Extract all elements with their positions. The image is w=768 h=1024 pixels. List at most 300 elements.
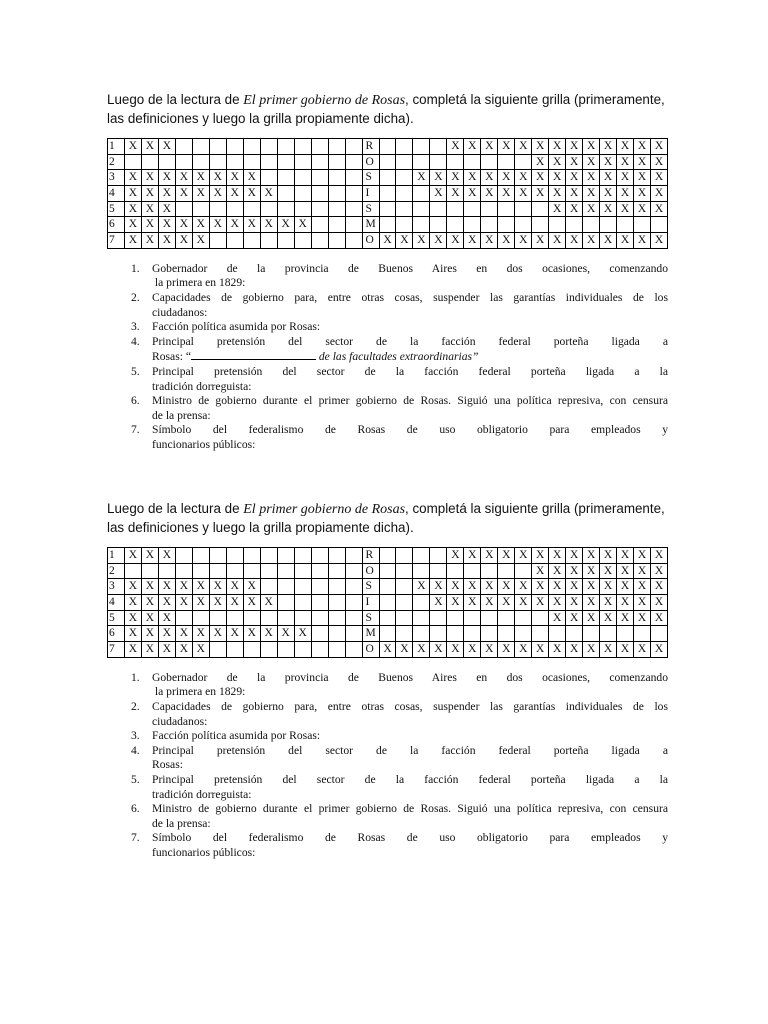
grid-cell: X bbox=[600, 139, 617, 155]
grid-cell: X bbox=[175, 170, 192, 186]
grid-cell bbox=[277, 579, 294, 595]
grid-cell: X bbox=[158, 642, 175, 658]
grid-cell bbox=[379, 170, 396, 186]
grid-cell bbox=[277, 233, 294, 249]
grid-cell: X bbox=[141, 626, 158, 642]
grid-cell bbox=[226, 642, 243, 658]
grid-cell bbox=[124, 563, 141, 579]
definition-text: Principal pretensión del sector de la facción federal porteña ligada a la bbox=[152, 364, 668, 378]
grid-cell bbox=[379, 548, 396, 564]
grid-cell bbox=[379, 217, 396, 233]
grid-cell: X bbox=[447, 139, 464, 155]
grid-cell: X bbox=[566, 595, 583, 611]
grid-cell bbox=[481, 610, 498, 626]
grid-cell: X bbox=[464, 233, 481, 249]
grid-cell bbox=[294, 154, 311, 170]
grid-cell: X bbox=[583, 563, 600, 579]
grid-cell bbox=[328, 563, 345, 579]
definition-number: 5. bbox=[131, 364, 140, 378]
key-letter-cell: O bbox=[362, 642, 379, 658]
grid-cell bbox=[566, 217, 583, 233]
grid-cell: X bbox=[617, 548, 634, 564]
grid-cell: X bbox=[498, 579, 515, 595]
grid-cell bbox=[447, 201, 464, 217]
definition-text: Ministro de gobierno durante el primer gobierno de Rosas. Siguió una política represiva, con censura bbox=[152, 394, 668, 408]
crossword-grid bbox=[107, 138, 668, 249]
definition-text-cont: tradición dorreguista: bbox=[152, 787, 252, 801]
grid-cell: X bbox=[600, 579, 617, 595]
grid-cell: X bbox=[141, 595, 158, 611]
grid-cell: X bbox=[498, 186, 515, 202]
key-letter-cell: M bbox=[362, 626, 379, 642]
grid-cell bbox=[396, 139, 413, 155]
grid-cell bbox=[532, 610, 549, 626]
grid-cell bbox=[566, 626, 583, 642]
grid-cell: X bbox=[634, 579, 651, 595]
grid-cell bbox=[413, 610, 430, 626]
grid-cell bbox=[430, 154, 447, 170]
grid-cell bbox=[294, 610, 311, 626]
grid-cell: X bbox=[141, 186, 158, 202]
grid-cell: X bbox=[634, 610, 651, 626]
grid-cell bbox=[413, 154, 430, 170]
grid-cell bbox=[515, 563, 532, 579]
grid-cell bbox=[396, 579, 413, 595]
grid-cell: X bbox=[209, 595, 226, 611]
grid-cell: X bbox=[617, 186, 634, 202]
grid-cell bbox=[413, 201, 430, 217]
grid-row bbox=[108, 548, 668, 564]
grid-cell: X bbox=[549, 139, 566, 155]
grid-cell bbox=[515, 154, 532, 170]
grid-cell: X bbox=[498, 233, 515, 249]
row-number: 7 bbox=[108, 233, 125, 249]
grid-cell bbox=[583, 626, 600, 642]
grid-row bbox=[108, 563, 668, 579]
grid-cell bbox=[464, 626, 481, 642]
grid-cell: X bbox=[549, 548, 566, 564]
grid-cell: X bbox=[481, 548, 498, 564]
grid-row bbox=[108, 170, 668, 186]
grid-cell: X bbox=[617, 579, 634, 595]
grid-cell bbox=[192, 548, 209, 564]
grid-cell bbox=[294, 642, 311, 658]
grid-cell: X bbox=[634, 595, 651, 611]
grid-cell: X bbox=[600, 548, 617, 564]
grid-cell: X bbox=[192, 595, 209, 611]
grid-cell: X bbox=[481, 186, 498, 202]
grid-cell bbox=[158, 154, 175, 170]
grid-cell bbox=[379, 186, 396, 202]
grid-cell: X bbox=[549, 233, 566, 249]
grid-cell bbox=[345, 186, 362, 202]
grid-cell bbox=[328, 154, 345, 170]
grid-cell: X bbox=[617, 642, 634, 658]
grid-cell: X bbox=[209, 217, 226, 233]
instructions-text-end: , completá la siguiente grilla (primeramente, las definiciones y luego la grilla propiamente dicha). bbox=[107, 501, 665, 535]
definition-text-cont: ciudadanos: bbox=[152, 714, 208, 728]
row-number: 2 bbox=[108, 154, 125, 170]
grid-cell bbox=[396, 595, 413, 611]
grid-cell: X bbox=[634, 154, 651, 170]
grid-cell: X bbox=[566, 233, 583, 249]
definition-item bbox=[131, 802, 668, 831]
answer-blank[interactable] bbox=[191, 349, 316, 360]
grid-cell bbox=[294, 548, 311, 564]
grid-cell: X bbox=[651, 233, 668, 249]
grid-cell: X bbox=[447, 233, 464, 249]
grid-cell bbox=[430, 626, 447, 642]
grid-cell: X bbox=[175, 642, 192, 658]
grid-cell bbox=[192, 563, 209, 579]
grid-cell bbox=[311, 642, 328, 658]
grid-cell bbox=[481, 154, 498, 170]
grid-cell bbox=[260, 154, 277, 170]
definition-item bbox=[131, 831, 668, 860]
grid-cell: X bbox=[566, 170, 583, 186]
grid-cell bbox=[192, 610, 209, 626]
grid-cell: X bbox=[396, 642, 413, 658]
grid-cell bbox=[311, 170, 328, 186]
grid-cell: X bbox=[192, 217, 209, 233]
grid-cell: X bbox=[566, 548, 583, 564]
grid-cell: X bbox=[566, 579, 583, 595]
grid-cell: X bbox=[464, 139, 481, 155]
grid-cell: X bbox=[651, 642, 668, 658]
grid-cell bbox=[226, 154, 243, 170]
grid-cell bbox=[209, 563, 226, 579]
grid-cell: X bbox=[124, 610, 141, 626]
grid-cell bbox=[209, 548, 226, 564]
grid-cell bbox=[600, 626, 617, 642]
grid-cell: X bbox=[192, 186, 209, 202]
grid-cell bbox=[209, 610, 226, 626]
grid-cell: X bbox=[515, 170, 532, 186]
grid-cell bbox=[498, 610, 515, 626]
grid-cell bbox=[175, 154, 192, 170]
grid-cell bbox=[209, 233, 226, 249]
grid-cell bbox=[481, 217, 498, 233]
grid-cell bbox=[345, 579, 362, 595]
grid-cell: X bbox=[651, 595, 668, 611]
grid-cell: X bbox=[617, 139, 634, 155]
definition-number: 5. bbox=[131, 772, 140, 786]
grid-cell: X bbox=[124, 579, 141, 595]
grid-cell bbox=[294, 139, 311, 155]
grid-cell bbox=[277, 201, 294, 217]
grid-cell bbox=[226, 548, 243, 564]
key-letter-cell: S bbox=[362, 579, 379, 595]
key-letter-cell: O bbox=[362, 154, 379, 170]
grid-row bbox=[108, 642, 668, 658]
grid-row bbox=[108, 139, 668, 155]
grid-cell: X bbox=[464, 170, 481, 186]
key-letter-cell: R bbox=[362, 139, 379, 155]
grid-cell: X bbox=[158, 139, 175, 155]
grid-cell: X bbox=[532, 642, 549, 658]
grid-cell: X bbox=[192, 233, 209, 249]
grid-cell bbox=[634, 217, 651, 233]
definition-item bbox=[131, 291, 668, 320]
grid-cell bbox=[379, 563, 396, 579]
grid-cell: X bbox=[634, 186, 651, 202]
grid-cell: X bbox=[549, 201, 566, 217]
grid-cell: X bbox=[260, 595, 277, 611]
grid-cell: X bbox=[464, 548, 481, 564]
grid-cell bbox=[651, 217, 668, 233]
grid-cell bbox=[294, 233, 311, 249]
grid-cell bbox=[498, 201, 515, 217]
grid-cell bbox=[498, 217, 515, 233]
grid-cell: X bbox=[379, 642, 396, 658]
grid-cell bbox=[430, 139, 447, 155]
grid-cell: X bbox=[277, 217, 294, 233]
definition-number: 4. bbox=[131, 334, 140, 348]
grid-cell: X bbox=[549, 154, 566, 170]
grid-cell: X bbox=[277, 626, 294, 642]
grid-cell: X bbox=[464, 579, 481, 595]
grid-cell bbox=[379, 626, 396, 642]
grid-cell: X bbox=[243, 170, 260, 186]
grid-cell bbox=[464, 563, 481, 579]
grid-cell bbox=[413, 563, 430, 579]
grid-row bbox=[108, 595, 668, 611]
grid-cell bbox=[328, 579, 345, 595]
grid-cell bbox=[345, 626, 362, 642]
grid-cell: X bbox=[549, 595, 566, 611]
grid-cell: X bbox=[464, 595, 481, 611]
grid-cell: X bbox=[583, 154, 600, 170]
definition-text: Ministro de gobierno durante el primer gobierno de Rosas. Siguió una política represiva, con censura bbox=[152, 802, 668, 816]
grid-cell bbox=[379, 201, 396, 217]
grid-cell: X bbox=[515, 139, 532, 155]
definitions-list bbox=[131, 671, 668, 861]
grid-cell bbox=[243, 563, 260, 579]
grid-cell: X bbox=[498, 595, 515, 611]
grid-cell: X bbox=[192, 579, 209, 595]
grid-cell: X bbox=[532, 154, 549, 170]
grid-cell: X bbox=[532, 563, 549, 579]
grid-cell bbox=[311, 610, 328, 626]
grid-cell: X bbox=[549, 563, 566, 579]
grid-cell: X bbox=[600, 186, 617, 202]
grid-cell: X bbox=[549, 579, 566, 595]
definition-text-cont: funcionarios públicos: bbox=[152, 845, 256, 859]
grid-cell: X bbox=[600, 201, 617, 217]
definition-item bbox=[131, 773, 668, 802]
grid-cell bbox=[464, 217, 481, 233]
grid-cell: X bbox=[124, 626, 141, 642]
grid-cell: X bbox=[549, 610, 566, 626]
grid-cell: X bbox=[498, 642, 515, 658]
definition-item bbox=[131, 394, 668, 423]
key-letter-cell: O bbox=[362, 233, 379, 249]
definition-number: 6. bbox=[131, 802, 140, 816]
grid-cell: X bbox=[430, 642, 447, 658]
grid-cell: X bbox=[481, 642, 498, 658]
grid-cell bbox=[243, 233, 260, 249]
grid-cell bbox=[311, 548, 328, 564]
grid-cell bbox=[260, 563, 277, 579]
grid-cell bbox=[277, 139, 294, 155]
definition-number: 2. bbox=[131, 291, 140, 304]
grid-cell: X bbox=[158, 579, 175, 595]
grid-row bbox=[108, 626, 668, 642]
grid-cell: X bbox=[141, 201, 158, 217]
grid-cell: X bbox=[566, 201, 583, 217]
grid-cell bbox=[447, 217, 464, 233]
definition-text: Capacidades de gobierno para, entre otras cosas, suspender las garantías individuales de los bbox=[152, 291, 668, 304]
grid-row bbox=[108, 610, 668, 626]
grid-cell bbox=[498, 154, 515, 170]
grid-cell bbox=[175, 548, 192, 564]
grid-cell bbox=[396, 626, 413, 642]
key-letter-cell: S bbox=[362, 170, 379, 186]
grid-cell bbox=[600, 217, 617, 233]
grid-cell: X bbox=[515, 233, 532, 249]
definition-italic-text: de las facultades extraordinarias” bbox=[315, 350, 479, 364]
grid-cell bbox=[413, 595, 430, 611]
grid-cell: X bbox=[600, 642, 617, 658]
grid-cell: X bbox=[158, 233, 175, 249]
grid-cell: X bbox=[124, 595, 141, 611]
key-letter-cell: I bbox=[362, 595, 379, 611]
grid-cell bbox=[311, 626, 328, 642]
grid-cell bbox=[396, 610, 413, 626]
grid-cell bbox=[277, 170, 294, 186]
grid-cell bbox=[328, 201, 345, 217]
grid-cell bbox=[396, 548, 413, 564]
grid-cell bbox=[243, 139, 260, 155]
grid-cell: X bbox=[447, 595, 464, 611]
grid-cell bbox=[328, 217, 345, 233]
worksheet-section-2 bbox=[107, 500, 668, 861]
grid-cell bbox=[226, 610, 243, 626]
grid-cell bbox=[379, 154, 396, 170]
grid-cell: X bbox=[532, 186, 549, 202]
grid-row bbox=[108, 201, 668, 217]
grid-cell bbox=[124, 154, 141, 170]
grid-cell: X bbox=[447, 579, 464, 595]
grid-cell bbox=[209, 139, 226, 155]
grid-cell: X bbox=[583, 579, 600, 595]
grid-cell: X bbox=[175, 233, 192, 249]
row-number: 5 bbox=[108, 610, 125, 626]
grid-cell: X bbox=[481, 233, 498, 249]
grid-cell bbox=[481, 626, 498, 642]
grid-cell bbox=[345, 217, 362, 233]
grid-cell: X bbox=[634, 233, 651, 249]
row-number: 5 bbox=[108, 201, 125, 217]
grid-cell: X bbox=[158, 170, 175, 186]
grid-cell bbox=[328, 626, 345, 642]
grid-cell bbox=[175, 563, 192, 579]
definition-text: Principal pretensión del sector de la facción federal porteña ligada a la bbox=[152, 772, 668, 786]
grid-cell: X bbox=[209, 626, 226, 642]
definition-item bbox=[131, 365, 668, 394]
grid-cell: X bbox=[617, 233, 634, 249]
grid-cell: X bbox=[175, 595, 192, 611]
grid-cell: X bbox=[175, 579, 192, 595]
grid-cell: X bbox=[617, 201, 634, 217]
grid-cell: X bbox=[124, 642, 141, 658]
grid-cell bbox=[379, 579, 396, 595]
definition-text: Facción política asumida por Rosas: bbox=[152, 320, 321, 334]
grid-cell: X bbox=[583, 642, 600, 658]
grid-cell bbox=[532, 217, 549, 233]
grid-cell: X bbox=[583, 548, 600, 564]
grid-cell: X bbox=[243, 626, 260, 642]
definition-text-cont: la primera en 1829: bbox=[152, 276, 246, 290]
grid-cell bbox=[549, 217, 566, 233]
grid-cell bbox=[345, 170, 362, 186]
grid-cell bbox=[243, 154, 260, 170]
grid-row bbox=[108, 217, 668, 233]
grid-cell bbox=[328, 186, 345, 202]
grid-cell bbox=[328, 595, 345, 611]
grid-cell bbox=[209, 154, 226, 170]
grid-cell: X bbox=[175, 217, 192, 233]
definition-text-cont: ciudadanos: bbox=[152, 305, 208, 319]
grid-row bbox=[108, 186, 668, 202]
grid-cell: X bbox=[600, 595, 617, 611]
grid-cell bbox=[396, 563, 413, 579]
grid-cell bbox=[311, 186, 328, 202]
grid-cell: X bbox=[192, 170, 209, 186]
definition-item bbox=[131, 423, 668, 452]
grid-cell bbox=[260, 548, 277, 564]
grid-cell bbox=[260, 170, 277, 186]
grid-cell: X bbox=[651, 139, 668, 155]
grid-cell: X bbox=[634, 201, 651, 217]
grid-cell bbox=[498, 563, 515, 579]
grid-cell bbox=[209, 201, 226, 217]
grid-cell: X bbox=[600, 563, 617, 579]
grid-cell: X bbox=[515, 642, 532, 658]
grid-cell: X bbox=[549, 642, 566, 658]
grid-cell bbox=[447, 610, 464, 626]
grid-cell bbox=[549, 626, 566, 642]
definition-number: 7. bbox=[131, 423, 140, 437]
row-number: 1 bbox=[108, 548, 125, 564]
grid-cell: X bbox=[396, 233, 413, 249]
grid-cell: X bbox=[141, 548, 158, 564]
grid-cell bbox=[243, 642, 260, 658]
grid-cell: X bbox=[583, 139, 600, 155]
grid-cell: X bbox=[532, 170, 549, 186]
grid-cell bbox=[447, 154, 464, 170]
grid-cell: X bbox=[481, 139, 498, 155]
key-letter-cell: M bbox=[362, 217, 379, 233]
grid-cell bbox=[311, 233, 328, 249]
grid-cell bbox=[209, 642, 226, 658]
grid-cell: X bbox=[413, 579, 430, 595]
grid-cell bbox=[277, 610, 294, 626]
grid-cell: X bbox=[532, 579, 549, 595]
key-letter-cell: O bbox=[362, 563, 379, 579]
definition-number: 4. bbox=[131, 743, 140, 757]
grid-cell bbox=[430, 217, 447, 233]
grid-cell bbox=[634, 626, 651, 642]
grid-cell: X bbox=[634, 563, 651, 579]
grid-cell: X bbox=[124, 233, 141, 249]
key-letter-cell: S bbox=[362, 201, 379, 217]
grid-cell bbox=[311, 563, 328, 579]
grid-cell: X bbox=[583, 170, 600, 186]
row-number: 6 bbox=[108, 626, 125, 642]
grid-cell bbox=[430, 201, 447, 217]
grid-cell: X bbox=[651, 201, 668, 217]
